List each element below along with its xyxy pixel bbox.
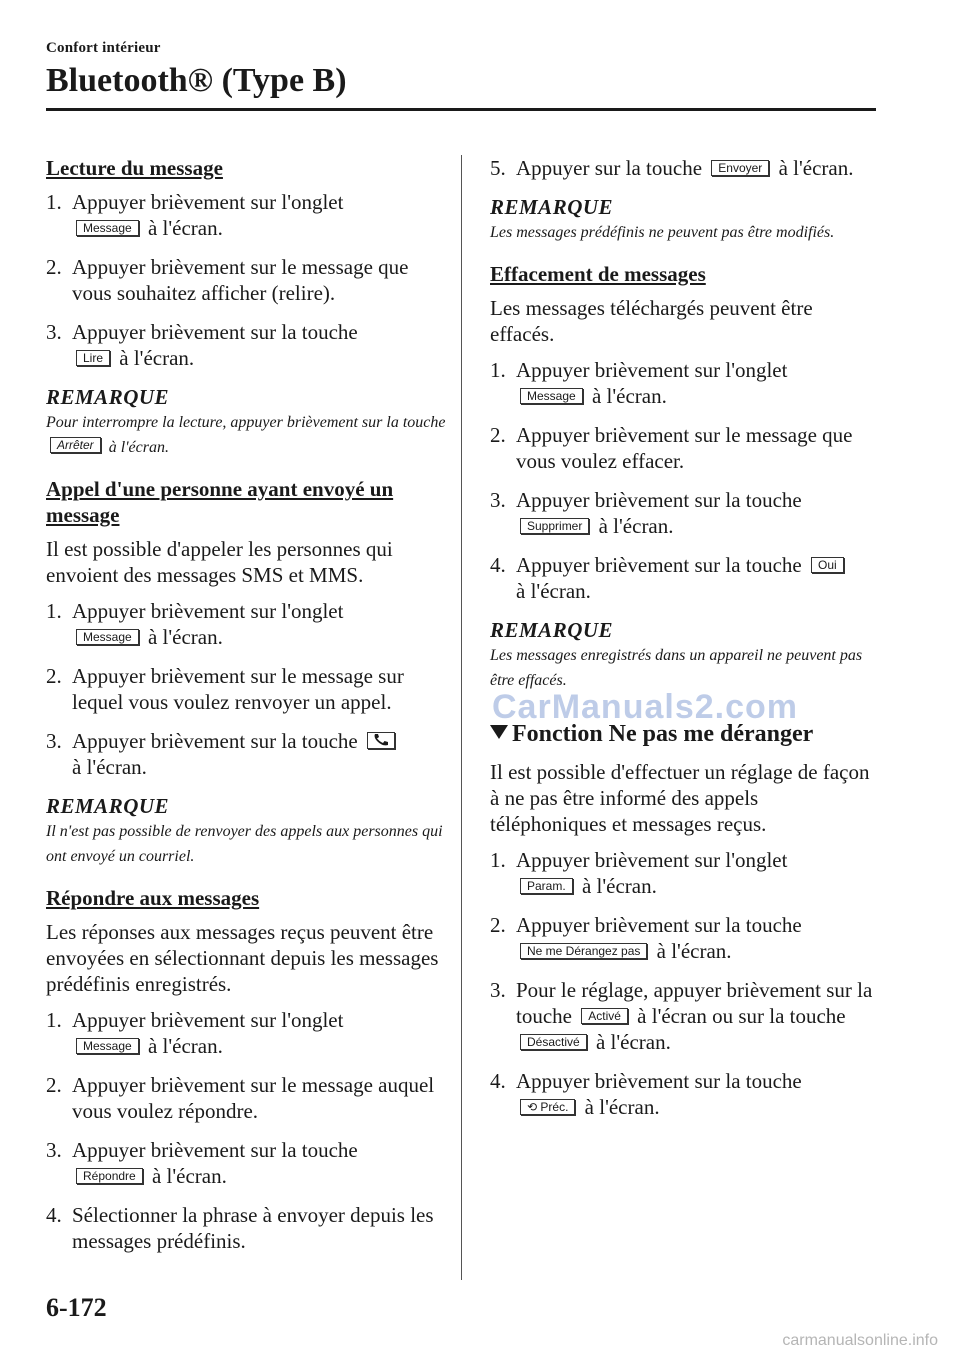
note-text: Il n'est pas possible de renvoyer des appels aux personnes qui ont envoyé un courriel. [46,823,443,865]
watermark-logo: CarManuals2.com [492,688,798,726]
note-text: Les messages enregistrés dans un appareil ne peuvent pas être effacés. [490,647,863,689]
step-text: à l'écran. [147,625,223,649]
step-text: Appuyer sur la touche [516,156,703,180]
subhead-lecture: Lecture du message [46,156,223,180]
oui-key: Oui [811,557,844,573]
message-tab-key: Message [76,629,139,645]
note [46,793,446,869]
steps-repondre [46,1007,446,1254]
step [46,254,446,306]
step-number: 1. [46,190,62,214]
step-text: à l'écran. [151,1164,227,1188]
step-number: 2. [46,664,62,688]
lire-key: Lire [76,350,110,366]
chapter-title: Bluetooth® (Type B) [46,62,347,99]
step-text: à l'écran. [656,939,732,963]
message-tab-key: Message [76,1038,139,1054]
step-text: Appuyer brièvement sur le message sur lequel vous voulez renvoyer un appel. [72,664,404,714]
step-text: à l'écran. [778,156,854,180]
step [46,663,446,715]
step-text: Appuyer brièvement sur la touche [72,729,358,753]
note-text-part: à l'écran. [108,439,169,456]
step-text: Appuyer brièvement sur le message que vous voulez effacer. [516,423,853,473]
step [490,357,880,409]
supprimer-key: Supprimer [520,518,589,534]
step-number: 3. [490,488,506,512]
steps-repondre-cont [490,155,880,181]
step [490,912,880,964]
triangle-bullet-icon [490,725,508,739]
step-text: Appuyer brièvement sur la touche [72,1138,358,1162]
step [490,487,880,539]
repondre-key: Répondre [76,1168,143,1184]
right-column [490,155,880,1133]
phone-key [367,732,395,749]
step-text: à l'écran. [147,1034,223,1058]
step-text: à l'écran. [147,216,223,240]
step [46,728,446,780]
step-text: Appuyer brièvement sur la touche [516,553,802,577]
note-heading: REMARQUE [46,794,170,818]
step [46,1007,446,1059]
step-number: 4. [46,1203,62,1227]
note [490,194,880,245]
step [490,552,880,604]
subhead-repondre: Répondre aux messages [46,886,260,910]
step-number: 2. [46,1073,62,1097]
subhead-appel: Appel d'une personne ayant envoyé un message [46,477,394,527]
step [46,1202,446,1254]
note-heading: REMARQUE [46,385,170,409]
step [490,1068,880,1120]
header-rule [46,108,876,111]
step-text: à l'écran. [598,514,674,538]
section-label: Confort intérieur [46,40,161,56]
prec-key [520,1099,575,1115]
step-number: 1. [490,358,506,382]
note [490,617,880,693]
note-heading: REMARQUE [490,618,614,642]
step-number: 1. [46,599,62,623]
step-number: 2. [490,423,506,447]
envoyer-key: Envoyer [711,160,769,176]
step [490,847,880,899]
step-text: à l'écran. [72,755,147,779]
step-text: Appuyer brièvement sur le message auquel vous voulez répondre. [72,1073,435,1123]
step [46,189,446,241]
step-text: à l'écran. [595,1030,671,1054]
active-key: Activé [581,1008,628,1024]
steps-effacement [490,357,880,604]
arreter-key: Arrêter [50,437,101,453]
step-number: 3. [46,320,62,344]
step-text: Appuyer brièvement sur la touche [516,1069,802,1093]
step-number: 2. [46,255,62,279]
step-text: Pour le réglage, appuyer brièvement sur la touche [516,978,873,1028]
column-divider [461,155,462,1280]
step [46,1137,446,1189]
prec-key-label: Préc. [540,1100,569,1114]
message-tab-key: Message [76,220,139,236]
step-number: 5. [490,156,506,180]
footer-url: carmanualsonline.info [782,1332,938,1349]
intro-text: Les messages téléchargés peuvent être effacés. [490,296,813,346]
step [490,155,880,181]
steps-appel [46,598,446,780]
page-header [46,40,876,101]
step-number: 1. [46,1008,62,1032]
note-text: Les messages prédéfinis ne peuvent pas être modifiés. [490,224,835,241]
step-number: 3. [46,1138,62,1162]
ne-me-derangez-pas-key: Ne me Dérangez pas [520,943,647,959]
step [46,319,446,371]
step-number: 1. [490,848,506,872]
step-text: Appuyer brièvement sur la touche [72,320,358,344]
page-number: 6-172 [46,1293,107,1322]
step-text: à l'écran. [119,346,195,370]
step-text: Appuyer brièvement sur la touche [516,913,802,937]
step-text: à l'écran. [516,579,591,603]
step-text: à l'écran. [584,1095,660,1119]
step-text: Appuyer brièvement sur le message que vous souhaitez afficher (relire). [72,255,409,305]
step-text: Appuyer brièvement sur l'onglet [72,190,344,214]
step-number: 4. [490,553,506,577]
intro-text: Il est possible d'effectuer un réglage de façon à ne pas être informé des appels téléphoniques et messages reçus. [490,760,870,836]
steps-ne-pas-deranger [490,847,880,1120]
step-number: 3. [46,729,62,753]
step-number: 2. [490,913,506,937]
step [46,1072,446,1124]
left-column [46,155,446,1267]
phone-icon [372,733,390,747]
step-text: Appuyer brièvement sur l'onglet [72,1008,344,1032]
step-number: 3. [490,978,506,1002]
note [46,384,446,460]
step [46,598,446,650]
param-tab-key: Param. [520,878,573,894]
message-tab-key: Message [520,388,583,404]
section-heading-text: Fonction Ne pas me déranger [512,721,814,747]
note-text [46,410,446,460]
step-text: à l'écran ou sur la touche [637,1004,846,1028]
step-text: Sélectionner la phrase à envoyer depuis les messages prédéfinis. [72,1203,434,1253]
step-text: à l'écran. [581,874,657,898]
step-text: Appuyer brièvement sur l'onglet [516,358,788,382]
note-text-part: Pour interrompre la lecture, appuyer brièvement sur la touche [46,414,446,431]
step [490,422,880,474]
intro-text: Les réponses aux messages reçus peuvent être envoyées en sélectionnant depuis les messages prédéfinis enregistrés. [46,920,439,996]
back-icon: ⟲ [527,1100,538,1114]
step-number: 4. [490,1069,506,1093]
steps-lecture [46,189,446,371]
intro-text: Il est possible d'appeler les personnes qui envoient des messages SMS et MMS. [46,537,393,587]
step-text: Appuyer brièvement sur l'onglet [516,848,788,872]
step-text: Appuyer brièvement sur l'onglet [72,599,344,623]
step-text: Appuyer brièvement sur la touche [516,488,802,512]
note-heading: REMARQUE [490,195,614,219]
desactive-key: Désactivé [520,1034,587,1050]
subhead-effacement: Effacement de messages [490,262,706,286]
step [490,977,880,1055]
step-text: à l'écran. [591,384,667,408]
